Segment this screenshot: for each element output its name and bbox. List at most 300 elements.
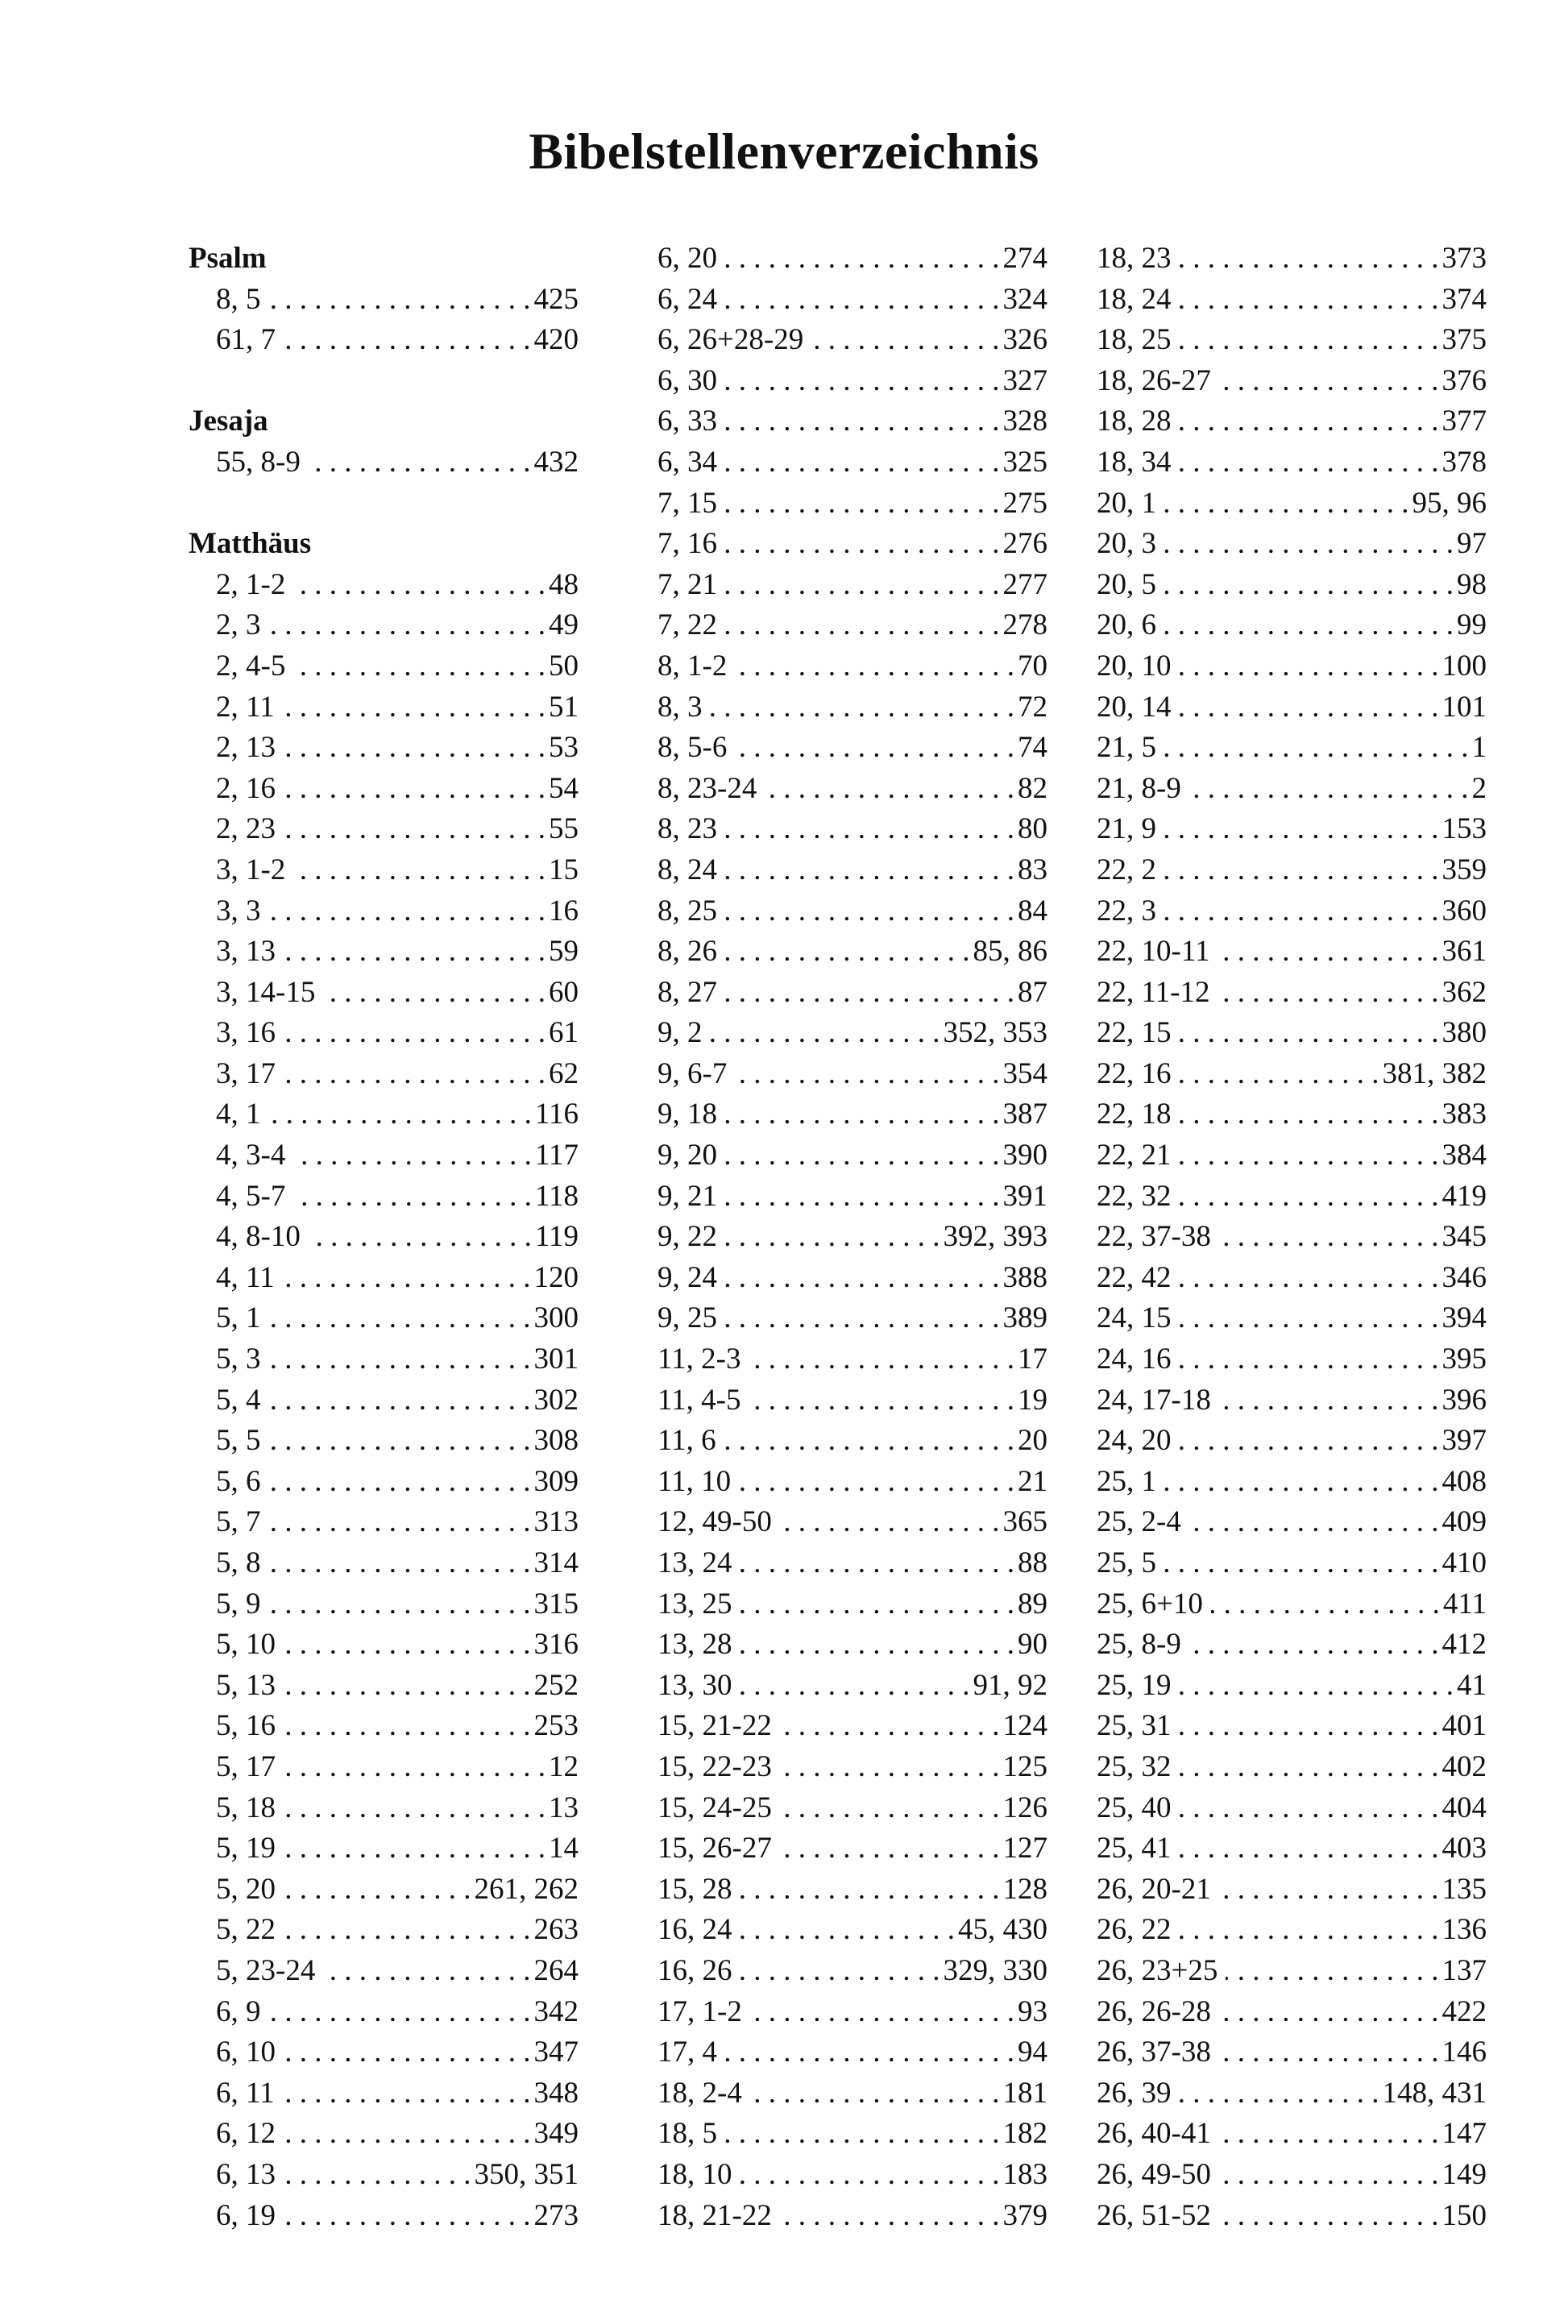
verse-reference: 20, 3	[1097, 527, 1156, 561]
verse-reference: 22, 3	[1097, 894, 1156, 928]
page-number: 83	[1018, 853, 1047, 886]
verse-reference: 25, 32	[1097, 1749, 1172, 1783]
page-number: 378	[1441, 445, 1487, 479]
page-number: 2	[1471, 771, 1487, 805]
verse-reference: 18, 10	[657, 2157, 732, 2191]
verse-reference: 25, 6+10	[1097, 1587, 1203, 1621]
verse-reference: 25, 19	[1097, 1668, 1172, 1702]
verse-reference: 20, 6	[1097, 608, 1156, 642]
dot-leader	[269, 280, 531, 321]
verse-reference: 26, 26-28	[1097, 1994, 1211, 2028]
verse-reference: 8, 3	[657, 690, 703, 724]
page-number: 48	[549, 567, 579, 601]
index-entry	[657, 1054, 1047, 1095]
dot-leader	[1164, 483, 1409, 525]
index-entry	[189, 2114, 579, 2155]
dot-leader	[725, 932, 970, 973]
index-entry	[1097, 320, 1487, 361]
verse-reference: 15, 21-22	[657, 1709, 772, 1743]
index-entry	[189, 1177, 579, 1218]
dot-leader	[1219, 1870, 1439, 1911]
index-entry	[657, 1013, 1047, 1054]
verse-reference: 15, 26-27	[657, 1832, 772, 1865]
page-number: 13	[549, 1791, 579, 1824]
verse-reference: 26, 49-50	[1097, 2157, 1211, 2191]
index-entry	[189, 1421, 579, 1462]
page-number: 420	[533, 323, 579, 357]
page-number: 93	[1018, 1994, 1047, 2028]
page-number: 409	[1441, 1505, 1487, 1539]
verse-reference: 8, 24	[657, 853, 717, 886]
page-number: 90	[1018, 1628, 1047, 1662]
page-number: 376	[1441, 363, 1487, 397]
verse-reference: 25, 2-4	[1097, 1505, 1181, 1539]
index-entry	[657, 728, 1047, 769]
page-number: 365	[1002, 1505, 1047, 1539]
dot-leader	[284, 2155, 471, 2196]
index-entry	[657, 1339, 1047, 1380]
dot-leader	[1189, 1502, 1439, 1543]
dot-leader	[269, 1584, 531, 1625]
verse-reference: 26, 39	[1097, 2076, 1172, 2110]
index-entry	[189, 646, 579, 687]
index-entry	[1097, 2073, 1487, 2114]
dot-leader	[780, 1502, 1000, 1543]
dot-leader	[269, 1094, 532, 1135]
dot-leader	[283, 2073, 531, 2114]
dot-leader	[1180, 1298, 1439, 1339]
page-number: 401	[1441, 1709, 1487, 1743]
verse-reference: 2, 3	[216, 608, 261, 642]
verse-reference: 25, 41	[1097, 1832, 1172, 1865]
index-entry	[657, 1870, 1047, 1911]
index-entry	[657, 2073, 1047, 2114]
dot-leader	[1164, 809, 1439, 850]
dot-leader	[1226, 1951, 1438, 1992]
dot-leader	[739, 1462, 1014, 1503]
index-entry	[657, 2114, 1047, 2155]
verse-reference: 3, 14-15	[216, 975, 316, 1009]
verse-reference: 5, 1	[216, 1301, 261, 1335]
dot-leader	[740, 1625, 1015, 1666]
index-entry	[1097, 1788, 1487, 1829]
page-number: 276	[1002, 527, 1047, 561]
dot-leader	[740, 1584, 1015, 1625]
index-entry	[1097, 565, 1487, 606]
verse-reference: 3, 17	[216, 1056, 276, 1090]
verse-reference: 9, 6-7	[657, 1056, 728, 1090]
index-entry	[189, 1380, 579, 1421]
dot-leader	[1180, 442, 1439, 483]
dot-leader	[711, 687, 1015, 728]
page-number: 263	[533, 1913, 579, 1947]
dot-leader	[284, 320, 531, 361]
verse-reference: 55, 8-9	[216, 445, 301, 479]
dot-leader	[284, 1747, 545, 1788]
page-number: 55	[549, 812, 579, 846]
page-number: 74	[1018, 731, 1047, 765]
page-number: 377	[1441, 405, 1487, 438]
verse-reference: 5, 22	[216, 1913, 276, 1947]
index-column-2	[657, 239, 1047, 2236]
index-entry	[657, 973, 1047, 1014]
page-number: 49	[549, 608, 579, 642]
index-entry	[189, 320, 579, 361]
dot-leader	[725, 1217, 940, 1258]
dot-leader	[1180, 2073, 1379, 2114]
dot-leader	[1189, 1625, 1439, 1666]
dot-leader	[293, 1177, 532, 1218]
page-number: 183	[1002, 2157, 1047, 2191]
dot-leader	[1180, 1094, 1439, 1135]
index-entry	[1097, 1217, 1487, 1258]
index-entry	[1097, 483, 1487, 525]
verse-reference: 3, 3	[216, 894, 261, 928]
index-entry	[189, 728, 579, 769]
dot-leader	[1219, 2114, 1439, 2155]
page-number: 394	[1441, 1301, 1487, 1335]
page-number: 352, 353	[943, 1016, 1047, 1050]
index-entry	[657, 1706, 1047, 1747]
page-number: 87	[1018, 975, 1047, 1009]
index-entry	[1097, 524, 1487, 565]
page-number: 82	[1018, 771, 1047, 805]
dot-leader	[269, 891, 546, 932]
page-number: 150	[1441, 2198, 1487, 2232]
page-number: 127	[1002, 1832, 1047, 1865]
index-entry	[657, 239, 1047, 280]
dot-leader	[1164, 728, 1469, 769]
dot-leader	[740, 1666, 970, 1707]
verse-reference: 6, 33	[657, 405, 717, 438]
index-entry	[657, 401, 1047, 442]
verse-reference: 17, 4	[657, 2036, 717, 2069]
index-column-1	[189, 239, 579, 2236]
verse-reference: 2, 13	[216, 731, 276, 765]
index-entry	[1097, 1502, 1487, 1543]
page-number: 326	[1002, 323, 1047, 357]
dot-leader	[740, 2155, 1000, 2196]
verse-reference: 7, 15	[657, 486, 717, 520]
verse-reference: 22, 42	[1097, 1260, 1172, 1294]
dot-leader	[740, 1951, 940, 1992]
dot-leader	[1180, 1054, 1379, 1095]
page-number: 389	[1002, 1301, 1047, 1335]
page-number: 396	[1441, 1383, 1487, 1417]
page-number: 384	[1441, 1139, 1487, 1172]
page-number: 59	[549, 935, 579, 969]
verse-reference: 2, 4-5	[216, 649, 286, 683]
verse-reference: 8, 5	[216, 282, 261, 316]
dot-leader	[283, 1258, 531, 1299]
index-entry	[1097, 2032, 1487, 2073]
page-number: 15	[549, 853, 579, 886]
verse-reference: 15, 28	[657, 1872, 732, 1906]
page-number: 375	[1441, 323, 1487, 357]
verse-reference: 8, 5-6	[657, 731, 728, 765]
index-entry	[1097, 973, 1487, 1014]
verse-reference: 26, 23+25	[1097, 1953, 1218, 1987]
verse-reference: 6, 24	[657, 282, 717, 316]
page-number: 380	[1441, 1016, 1487, 1050]
index-entry	[1097, 646, 1487, 687]
verse-reference: 20, 10	[1097, 649, 1172, 683]
verse-reference: 7, 21	[657, 567, 717, 601]
verse-reference: 20, 1	[1097, 486, 1156, 520]
index-entry	[657, 320, 1047, 361]
verse-reference: 8, 1-2	[657, 649, 728, 683]
dot-leader	[1180, 320, 1439, 361]
verse-reference: 12, 49-50	[657, 1505, 772, 1539]
page-title: Bibelstellenverzeichnis	[529, 122, 1039, 180]
verse-reference: 5, 6	[216, 1464, 261, 1498]
page-number: 119	[534, 1220, 579, 1254]
group-spacer	[189, 483, 579, 525]
index-entry	[189, 1298, 579, 1339]
dot-leader	[269, 1298, 531, 1339]
verse-reference: 8, 25	[657, 894, 717, 928]
verse-reference: 9, 24	[657, 1260, 717, 1294]
verse-reference: 6, 9	[216, 1994, 261, 2028]
verse-reference: 18, 25	[1097, 323, 1172, 357]
verse-reference: 13, 25	[657, 1587, 732, 1621]
verse-reference: 6, 30	[657, 363, 717, 397]
index-entry	[189, 280, 579, 321]
index-entry	[189, 809, 579, 850]
page-number: 328	[1002, 405, 1047, 438]
index-entry	[1097, 1462, 1487, 1503]
page-number: 329, 330	[943, 1953, 1047, 1987]
verse-reference: 26, 40-41	[1097, 2117, 1211, 2151]
verse-reference: 5, 8	[216, 1546, 261, 1579]
page-number: 277	[1002, 567, 1047, 601]
dot-leader	[1164, 605, 1454, 646]
dot-leader	[750, 2073, 1000, 2114]
page-number: 308	[533, 1424, 579, 1458]
index-entry	[657, 442, 1047, 483]
page-number: 181	[1002, 2076, 1047, 2110]
page-number: 147	[1441, 2117, 1487, 2151]
verse-reference: 4, 11	[216, 1260, 275, 1294]
dot-leader	[284, 1788, 545, 1829]
index-entry	[1097, 687, 1487, 728]
page-number: 84	[1018, 894, 1047, 928]
verse-reference: 6, 26+28-29	[657, 323, 804, 357]
page-number: 50	[549, 649, 579, 683]
dot-leader	[269, 1339, 531, 1380]
index-entry	[189, 1910, 579, 1951]
index-entry	[1097, 1706, 1487, 1747]
dot-leader	[284, 932, 545, 973]
index-entry	[657, 1788, 1047, 1829]
dot-leader	[1164, 850, 1439, 891]
dot-leader	[725, 361, 1000, 402]
index-entry	[1097, 1421, 1487, 1462]
dot-leader	[1180, 1910, 1439, 1951]
page-number: 16	[549, 894, 579, 928]
verse-reference: 11, 6	[657, 1424, 716, 1458]
page-number: 383	[1441, 1098, 1487, 1131]
index-entry	[189, 1828, 579, 1870]
page-number: 419	[1441, 1179, 1487, 1213]
dot-leader	[1180, 1339, 1439, 1380]
page-number: 41	[1457, 1668, 1487, 1702]
verse-reference: 24, 20	[1097, 1424, 1172, 1458]
index-entry	[657, 1951, 1047, 1992]
verse-reference: 5, 4	[216, 1383, 261, 1417]
index-entry	[189, 565, 579, 606]
index-entry	[657, 1828, 1047, 1870]
group-spacer	[189, 361, 579, 402]
verse-reference: 5, 13	[216, 1668, 276, 1702]
verse-reference: 26, 20-21	[1097, 1872, 1211, 1906]
index-entry	[1097, 1339, 1487, 1380]
verse-reference: 2, 11	[216, 690, 275, 724]
index-entry	[657, 1584, 1047, 1625]
page-number: 88	[1018, 1546, 1047, 1579]
page-number: 14	[549, 1832, 579, 1865]
dot-leader	[740, 1870, 1000, 1911]
index-entry	[189, 1788, 579, 1829]
index-entry	[657, 483, 1047, 525]
verse-reference: 22, 15	[1097, 1016, 1172, 1050]
page-number: 411	[1442, 1587, 1487, 1621]
index-entry	[189, 1217, 579, 1258]
verse-reference: 24, 16	[1097, 1343, 1172, 1376]
index-entry	[657, 1177, 1047, 1218]
verse-reference: 22, 11-12	[1097, 975, 1210, 1009]
verse-reference: 21, 8-9	[1097, 771, 1181, 805]
dot-leader	[735, 728, 1014, 769]
dot-leader	[1164, 1543, 1439, 1584]
page-number: 349	[533, 2117, 579, 2151]
page-number: 99	[1457, 608, 1487, 642]
page-number: 60	[549, 975, 579, 1009]
index-entry	[657, 280, 1047, 321]
page-number: 135	[1441, 1872, 1487, 1906]
dot-leader	[1180, 1788, 1439, 1829]
verse-reference: 3, 16	[216, 1016, 276, 1050]
page-number: 327	[1002, 363, 1047, 397]
page-number: 94	[1018, 2036, 1047, 2069]
page-number: 273	[533, 2198, 579, 2232]
verse-reference: 24, 15	[1097, 1301, 1172, 1335]
dot-leader	[725, 1258, 1000, 1299]
page-number: 432	[533, 445, 579, 479]
dot-leader	[284, 1910, 531, 1951]
page-number: 54	[549, 771, 579, 805]
index-entry	[657, 1625, 1047, 1666]
dot-leader	[309, 1217, 532, 1258]
verse-reference: 5, 18	[216, 1791, 276, 1824]
dot-leader	[284, 1828, 545, 1870]
verse-reference: 5, 19	[216, 1832, 276, 1865]
dot-leader	[1180, 1135, 1439, 1177]
dot-leader	[269, 1421, 531, 1462]
index-entry	[1097, 728, 1487, 769]
page-number: 146	[1441, 2036, 1487, 2069]
dot-leader	[1164, 891, 1439, 932]
page-number: 392, 393	[943, 1220, 1047, 1254]
index-entry	[657, 2155, 1047, 2196]
dot-leader	[1180, 1747, 1439, 1788]
page-number: 388	[1002, 1260, 1047, 1294]
index-entry	[657, 1135, 1047, 1177]
verse-reference: 4, 5-7	[216, 1179, 286, 1213]
page-number: 314	[533, 1546, 579, 1579]
book-heading: Jesaja	[189, 405, 268, 438]
verse-reference: 9, 20	[657, 1139, 717, 1172]
index-entry	[189, 2196, 579, 2237]
index-entry	[1097, 1258, 1487, 1299]
index-entry	[1097, 280, 1487, 321]
index-entry	[1097, 2196, 1487, 2237]
index-entry	[189, 2032, 579, 2073]
dot-leader	[269, 1502, 531, 1543]
index-entry	[189, 1666, 579, 1707]
index-entry	[189, 769, 579, 810]
page-number: 45, 430	[958, 1913, 1047, 1947]
dot-leader	[765, 769, 1014, 810]
page-number: 301	[533, 1343, 579, 1376]
page-number: 153	[1441, 812, 1487, 846]
dot-leader	[293, 646, 545, 687]
dot-leader	[323, 1951, 530, 1992]
index-entry	[657, 1543, 1047, 1584]
page-number: 345	[1441, 1220, 1487, 1254]
dot-leader	[269, 1992, 531, 2033]
verse-reference: 22, 2	[1097, 853, 1156, 886]
verse-reference: 18, 24	[1097, 282, 1172, 316]
dot-leader	[284, 1666, 531, 1707]
dot-leader	[284, 1625, 531, 1666]
dot-leader	[284, 1054, 545, 1095]
page-number: 359	[1441, 853, 1487, 886]
page-number: 361	[1441, 935, 1487, 969]
verse-reference: 8, 23-24	[657, 771, 757, 805]
index-entry	[657, 809, 1047, 850]
page-number: 422	[1441, 1994, 1487, 2028]
verse-reference: 22, 18	[1097, 1098, 1172, 1131]
index-entry	[657, 2032, 1047, 2073]
verse-reference: 15, 22-23	[657, 1749, 772, 1783]
index-entry	[657, 1747, 1047, 1788]
page-number: 97	[1457, 527, 1487, 561]
page-number: 21	[1018, 1464, 1047, 1498]
index-entry	[189, 1747, 579, 1788]
index-entry	[1097, 1135, 1487, 1177]
page-number: 137	[1441, 1953, 1487, 1987]
index-entry	[657, 1910, 1047, 1951]
dot-leader	[1219, 1380, 1439, 1421]
verse-reference: 6, 12	[216, 2117, 276, 2151]
verse-reference: 61, 7	[216, 323, 276, 357]
page-number: 395	[1441, 1343, 1487, 1376]
page-number: 350, 351	[474, 2157, 579, 2191]
index-entry	[657, 932, 1047, 973]
page-number: 278	[1002, 608, 1047, 642]
verse-reference: 5, 7	[216, 1505, 261, 1539]
verse-reference: 8, 27	[657, 975, 717, 1009]
page-number: 316	[533, 1628, 579, 1662]
page-number: 148, 431	[1382, 2076, 1487, 2110]
dot-leader	[269, 605, 546, 646]
verse-reference: 22, 16	[1097, 1056, 1172, 1090]
verse-reference: 18, 34	[1097, 445, 1172, 479]
index-entry	[189, 973, 579, 1014]
page-number: 89	[1018, 1587, 1047, 1621]
verse-reference: 26, 37-38	[1097, 2036, 1211, 2069]
